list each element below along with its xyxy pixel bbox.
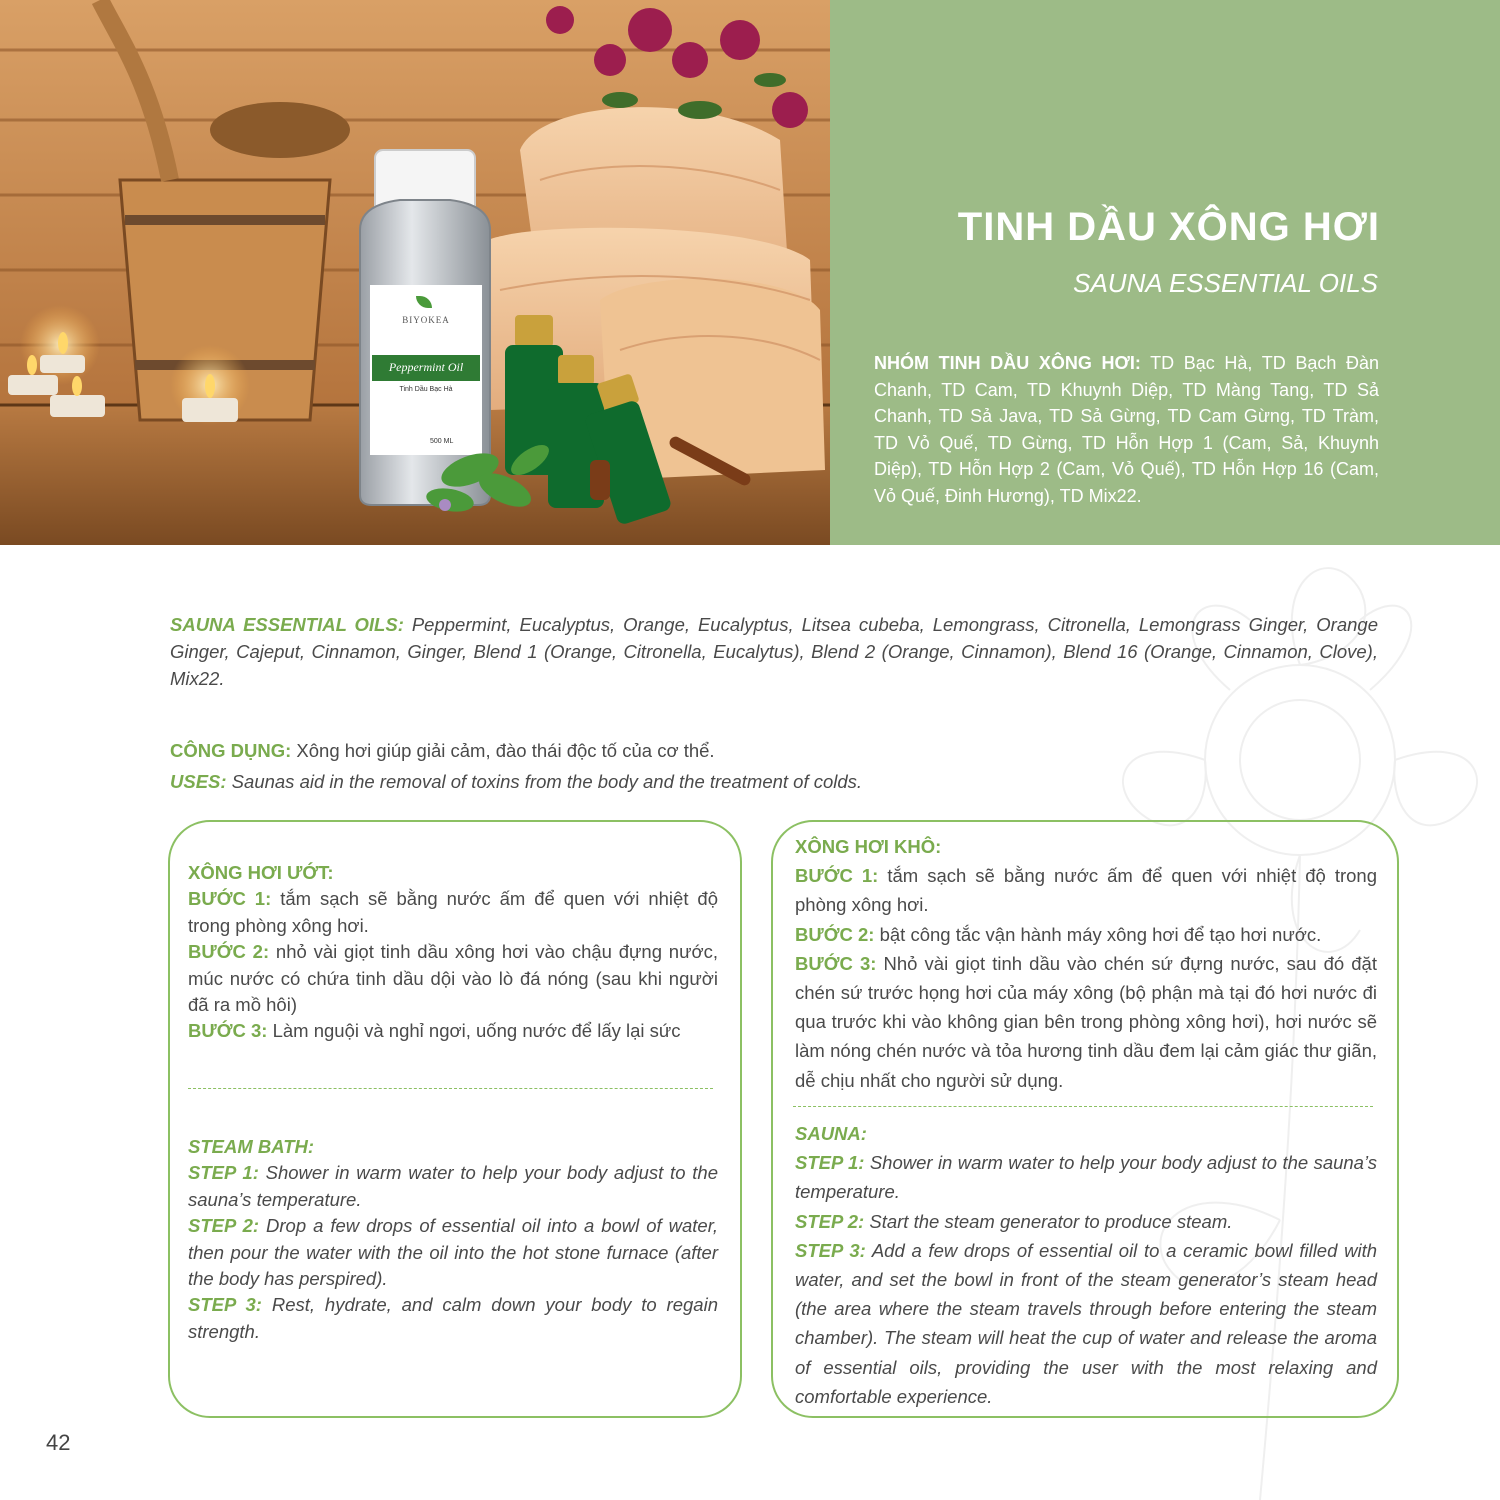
wet-steps-vn xyxy=(188,860,718,1045)
dry-en-step-2-text: Start the steam generator to produce steam. xyxy=(864,1210,1233,1232)
oil-group-vn-label: NHÓM TINH DẦU XÔNG HƠI: xyxy=(874,353,1141,373)
wet-en-step-1-label: STEP 1: xyxy=(188,1162,259,1184)
oil-list-en xyxy=(170,611,1378,692)
page-subtitle: SAUNA ESSENTIAL OILS xyxy=(1073,268,1378,298)
page-title: TINH DẦU XÔNG HƠI xyxy=(957,205,1380,249)
wet-step-3-label: BƯỚC 3: xyxy=(188,1020,268,1042)
dry-step-1-label: BƯỚC 1: xyxy=(795,865,879,887)
uses-en-text: Saunas aid in the removal of toxins from the body and the treatment of colds. xyxy=(226,771,863,792)
uses-vn-text: Xông hơi giúp giải cảm, đào thái độc tố của cơ thể. xyxy=(291,740,715,761)
dry-step-3-label: BƯỚC 3: xyxy=(795,952,877,974)
wet-en-step-1-text: Shower in warm water to help your body adjust to the sauna’s temperature. xyxy=(188,1162,718,1210)
uses-vn-label: CÔNG DỤNG: xyxy=(170,740,292,761)
bottle-label-sub: Tinh Dầu Bạc Hà xyxy=(399,386,453,393)
bottle-label-name: Peppermint Oil xyxy=(388,360,464,374)
wet-divider xyxy=(188,1088,713,1089)
wet-step-2-text: nhỏ vài giọt tinh dầu xông hơi vào chậu đựng nước, múc nước có chứa tinh dầu dội vào lò đá nóng (sau khi người đã ra mồ hôi) xyxy=(188,941,718,1016)
wet-step-1-label: BƯỚC 1: xyxy=(188,888,272,910)
wet-en-step-3-text: Rest, hydrate, and calm down your body to regain strength. xyxy=(188,1294,718,1342)
wet-en-step-2-text: Drop a few drops of essential oil into a bowl of water, then pour the water with the oil into the hot stone furnace (after the body has perspired). xyxy=(188,1215,718,1290)
dry-en-step-1-text: Shower in warm water to help your body adjust to the sauna’s temperature. xyxy=(795,1152,1377,1203)
wet-en-step-3-label: STEP 3: xyxy=(188,1294,262,1316)
oil-list-en-text: Peppermint, Eucalyptus, Orange, Eucalyptus, Litsea cubeba, Lemongrass, Citronella, Lemongrass Ginger, Orange Ginger, Cajeput, Cinnamon, Ginger, Blend 1 (Orange, Citronella, Eucalytus), Blend 2 (Orange, Cinnamon), Blend 16 (Orange, Cinnamon, Clove), Mix22. xyxy=(170,614,1378,689)
hero-panel xyxy=(830,0,1500,545)
sauna-scene-illustration xyxy=(0,0,830,545)
wet-steam-box xyxy=(168,820,742,1418)
oil-group-vn xyxy=(874,350,1379,509)
dry-step-3-text: Nhỏ vài giọt tinh dầu vào chén sứ đựng nước, sau đó đặt chén sứ trước họng hơi của máy xông (bộ phận mà tại đó hơi nước đi qua trước khi vào không gian bên trong phòng xông hơi), hơi nước sẽ làm nóng chén nước và tỏa hương tinh dầu đem lại cảm giác thư giãn, dễ chịu nhất cho người sử dụng. xyxy=(795,952,1377,1091)
dry-sauna-box xyxy=(771,820,1399,1418)
dry-en-step-2-label: STEP 2: xyxy=(795,1210,865,1232)
dry-en-step-1-label: STEP 1: xyxy=(795,1152,865,1174)
oil-group-vn-text: TD Bạc Hà, TD Bạch Đàn Chanh, TD Cam, TD Khuynh Diệp, TD Màng Tang, TD Sả Chanh, TD Sả Java, TD Sả Gừng, TD Cam Gừng, TD Tràm, TD Vỏ Quế, TD Gừng, TD Hỗn Hợp 1 (Cam, Sả, Khuynh Diệp), TD Hỗn Hợp 2 (Cam, Vỏ Quế), TD Hỗn Hợp 16 (Cam, Vỏ Quế, Đinh Hương), TD Mix22. xyxy=(874,353,1380,506)
dry-step-2-text: bật công tắc vận hành máy xông hơi để tạo hơi nước. xyxy=(874,923,1322,945)
dry-steps-en xyxy=(795,1119,1377,1411)
hero-photo xyxy=(0,0,830,545)
wet-step-3-text: Làm nguội và nghỉ ngơi, uống nước để lấy lại sức xyxy=(267,1020,681,1042)
wet-en-step-2-label: STEP 2: xyxy=(188,1215,260,1237)
wet-step-2-label: BƯỚC 2: xyxy=(188,941,270,963)
dry-en-step-3-label: STEP 3: xyxy=(795,1239,866,1261)
wet-steps-en xyxy=(188,1134,718,1345)
uses-en-label: USES: xyxy=(170,771,227,792)
wet-title: XÔNG HƠI ƯỚT: xyxy=(188,862,334,883)
dry-en-step-3-text: Add a few drops of essential oil to a ceramic bowl filled with water, and set the bowl in front of the steam generator’s steam head (the area where the steam travels through before entering the steam chamber). The steam will heat the cup of water and release the aroma of essential oils, providing the user with the most relaxing and comfortable experience. xyxy=(795,1239,1377,1407)
wet-step-1-text: tắm sạch sẽ bằng nước ấm để quen với nhiệt độ trong phòng xông hơi. xyxy=(188,888,718,936)
wet-en-title: STEAM BATH: xyxy=(188,1136,315,1157)
dry-divider xyxy=(793,1106,1373,1107)
dry-step-1-text: tắm sạch sẽ bằng nước ấm để quen với nhiệt độ trong phòng xông hơi. xyxy=(795,865,1377,916)
oil-list-en-label: SAUNA ESSENTIAL OILS: xyxy=(170,614,404,635)
uses-vn xyxy=(170,737,1378,764)
bottle-volume: 500 ML xyxy=(430,438,454,445)
dry-steps-vn xyxy=(795,832,1377,1095)
page-number: 42 xyxy=(46,1430,71,1455)
dry-step-2-label: BƯỚC 2: xyxy=(795,923,875,945)
uses-en xyxy=(170,768,1378,795)
dry-en-title: SAUNA: xyxy=(795,1123,867,1144)
bottle-brand: BIYOKEA xyxy=(402,315,450,325)
dry-title: XÔNG HƠI KHÔ: xyxy=(795,836,942,857)
